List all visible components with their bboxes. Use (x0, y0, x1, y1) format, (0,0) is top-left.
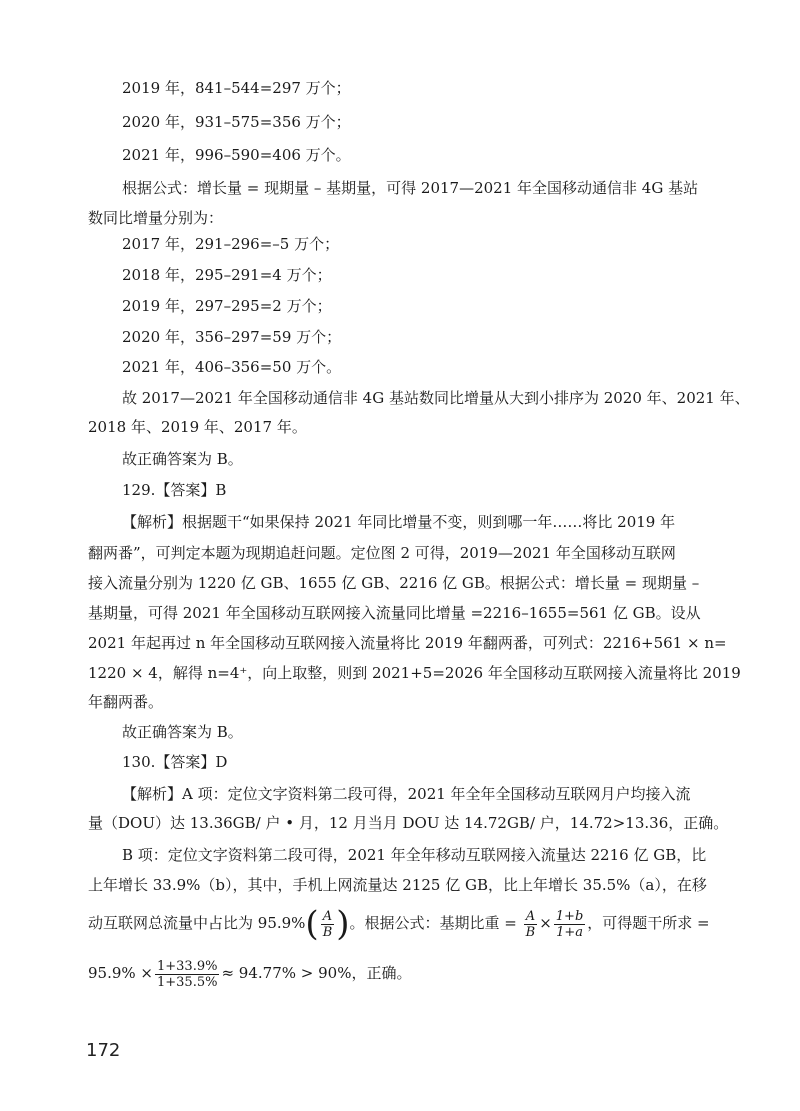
text-line: B 项：定位文字资料第二段可得，2021 年全年移动互联网接入流量达 2216 亿 GB，比 (122, 846, 707, 864)
text-line: 2019 年，297–295=2 万个； (122, 297, 332, 315)
text-line: 2019 年，841–544=297 万个； (122, 79, 351, 97)
text-line: 【解析】A 项：定位文字资料第二段可得，2021 年全年全国移动互联网月户均接入流 (122, 785, 691, 803)
text-line: 接入流量分别为 1220 亿 GB、1655 亿 GB、2216 亿 GB。根据公式：增长量 = 现期量 – (88, 574, 700, 592)
answer-heading-130: 130.【答案】D (122, 753, 228, 771)
text-line: 故 2017—2021 年全国移动通信非 4G 基站数同比增量从大到小排序为 2020 年、2021 年、 (122, 389, 750, 407)
fraction-a-over-b: $\frac{A}{B}$ (525, 908, 536, 940)
text-line: 2021 年，406–356=50 万个。 (122, 358, 342, 376)
text-line: 2017 年，291–296=–5 万个； (122, 235, 340, 253)
text-line: 根据公式：增长量 = 现期量 – 基期量，可得 2017—2021 年全国移动通信非 4G 基站 (122, 179, 699, 197)
text-line: 2018 年，295–291=4 万个； (122, 266, 332, 284)
text-line: 2021 年起再过 n 年全国移动互联网接入流量将比 2019 年翻两番，可列式：2216+561 × n= (88, 634, 727, 652)
text-line: 翻两番”，可判定本题为现期追赶问题。定位图 2 可得，2019—2021 年全国移动互联网 (88, 544, 676, 562)
text-line: 2020 年，356–297=59 万个； (122, 328, 342, 346)
fraction-growth: $\frac{1+b}{1+a}$ (555, 908, 584, 940)
text-line: 年翻两番。 (88, 693, 164, 711)
text-line: 2020 年，931–575=356 万个； (122, 113, 351, 131)
text-line: 【解析】根据题干“如果保持 2021 年同比增量不变，则到哪一年……将比 2019 年 (122, 513, 676, 531)
formula-text: ，可得题干所求 = (587, 914, 710, 932)
text-line: 上年增长 33.9%（b），其中，手机上网流量达 2125 亿 GB，比上年增长 35.5%（a），在移 (88, 876, 707, 894)
text-line: 故正确答案为 B。 (122, 450, 243, 468)
answer-heading-129: 129.【答案】B (122, 481, 227, 499)
formula-text: 95.9% × (88, 964, 153, 982)
formula-text: 。根据公式：基期比重 = (349, 914, 517, 932)
formula-line-1: 动互联网总流量中占比为 95.9%( $\frac{A}{B}$ )。根据公式：基期比重 = $\frac{A}{B}$ × $\frac{1+b}{1+a}$ ，可得题干所求 = (88, 904, 710, 944)
text-line: 量（DOU）达 13.36GB/ 户 • 月，12 月当月 DOU 达 14.72GB/ 户，14.72>13.36，正确。 (88, 814, 729, 832)
text-line: 1220 × 4，解得 n=4⁺，向上取整，则到 2021+5=2026 年全国移动互联网接入流量将比 2019 (88, 664, 741, 682)
page-number: 172 (86, 1040, 121, 1061)
text-line: 2018 年、2019 年、2017 年。 (88, 418, 307, 436)
formula-text: ≈ 94.77% > 90%，正确。 (221, 964, 412, 982)
text-line: 故正确答案为 B。 (122, 723, 243, 741)
formula-line-2 (88, 956, 411, 990)
fraction-a-over-b: $\frac{A}{B}$ (322, 908, 333, 940)
text-line: 基期量，可得 2021 年全国移动互联网接入流量同比增量 =2216–1655=561 亿 GB。设从 (88, 604, 701, 622)
text-line: 数同比增量分别为： (88, 209, 224, 227)
text-line: 2021 年，996–590=406 万个。 (122, 146, 351, 164)
fraction-growth-rates: $\frac{1+33.9\%}{1+35.5\%}$ (157, 958, 218, 990)
formula-text: 动互联网总流量中占比为 95.9% (88, 914, 306, 932)
